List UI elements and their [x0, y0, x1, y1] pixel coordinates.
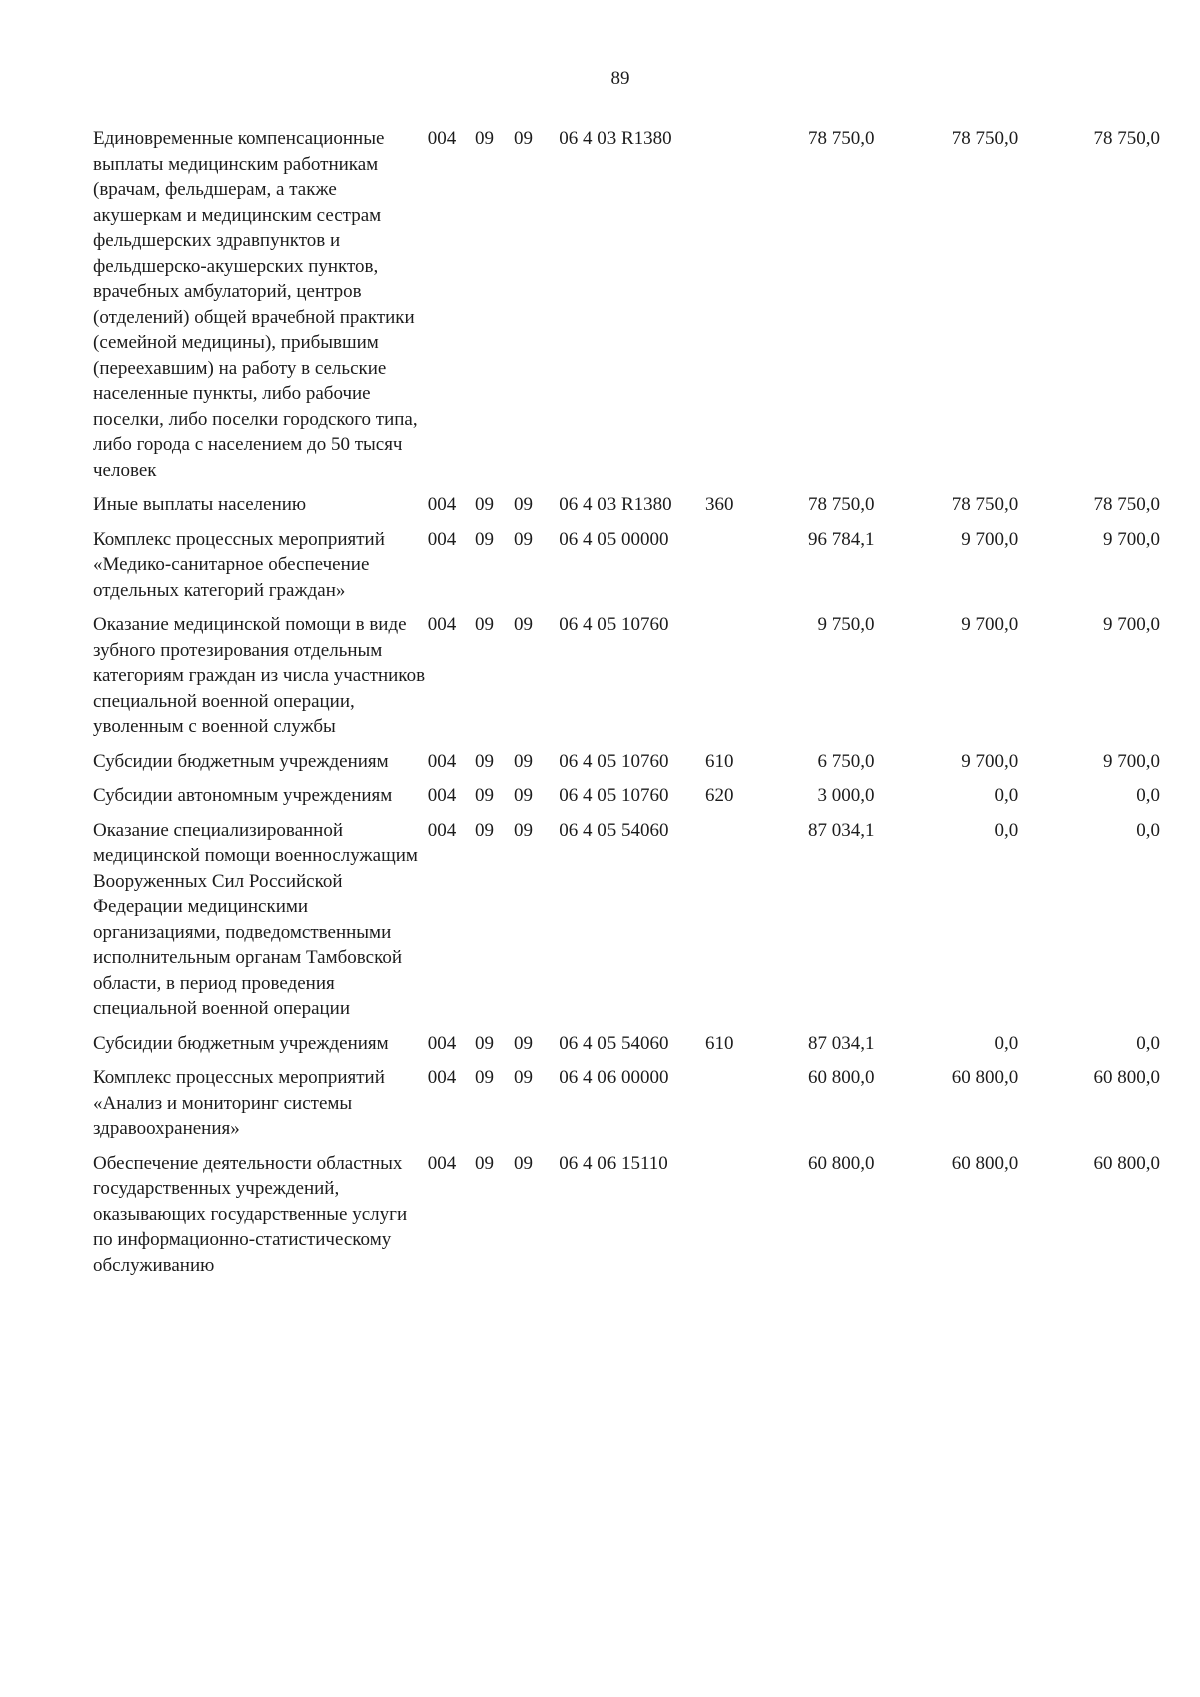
row-target-article-code: 06 4 05 10760 — [559, 750, 669, 772]
row-section-code: 09 — [475, 494, 495, 515]
row-name: Оказание специализированной медицинской помощи военнослужащим Вооруженных Сил Российской Федерации медицинскими организациями, подведомственными исполнительным органам Тамбовской области, в период проведения специальной военной операции — [93, 819, 418, 1019]
row-subsection-code: 09 — [514, 528, 534, 550]
row-name: Единовременные компенсационные выплаты медицинским работникам (врачам, фельдшерам, а также акушеркам и медицинским сестрам фельдшерских здравпунктов и фельдшерско-акушерских пунктов, врачебных амбулаторий, центров (отделений) общей врачебной практики (семейной медицины), прибывшим (переехавшим) на работу в сельские населенные пункты, либо рабочие поселки, либо поселки городского типа, либо города с населением до 50 тысяч человек — [93, 128, 418, 481]
row-target-article-code: 06 4 03 R1380 — [559, 128, 672, 149]
table-row — [93, 527, 1160, 613]
row-name: Субсидии автономным учреждениям — [93, 785, 393, 806]
row-amount-year-1: 78 750,0 — [807, 494, 875, 515]
row-amount-year-1: 3 000,0 — [817, 785, 875, 806]
row-target-article-code: 06 4 06 15110 — [559, 1152, 668, 1174]
row-name: Комплекс процессных мероприятий «Анализ и мониторинг системы здравоохранения» — [93, 1067, 385, 1139]
row-grbs-code: 004 — [427, 494, 457, 515]
row-amount-year-3: 0,0 — [1136, 1032, 1160, 1054]
table-row — [93, 1031, 1160, 1066]
table-row — [93, 1065, 1160, 1151]
row-amount-year-3: 9 700,0 — [1103, 614, 1160, 635]
row-amount-year-2: 9 700,0 — [961, 750, 1019, 772]
row-name: Иные выплаты населению — [93, 494, 307, 515]
row-grbs-code: 004 — [427, 614, 457, 635]
row-section-code: 09 — [475, 1067, 495, 1088]
row-expense-type-code — [705, 527, 761, 613]
row-section-code: 09 — [475, 1032, 495, 1054]
row-expense-type-code — [705, 818, 761, 1031]
table-row — [93, 126, 1160, 492]
row-section-code: 09 — [475, 785, 495, 806]
row-target-article-code: 06 4 05 54060 — [559, 1032, 669, 1054]
row-amount-year-3: 9 700,0 — [1103, 528, 1160, 550]
table-body — [93, 126, 1160, 1287]
table-row — [93, 783, 1160, 818]
row-expense-type-code — [705, 126, 761, 492]
row-section-code: 09 — [475, 1152, 495, 1174]
row-grbs-code: 004 — [427, 1152, 457, 1174]
row-subsection-code: 09 — [514, 785, 534, 806]
row-target-article-code: 06 4 05 00000 — [559, 528, 669, 550]
row-amount-year-3: 0,0 — [1136, 819, 1160, 841]
row-section-code: 09 — [475, 819, 495, 841]
row-expense-type-code: 620 — [705, 785, 734, 806]
row-amount-year-2: 0,0 — [994, 819, 1019, 841]
row-subsection-code: 09 — [514, 1152, 534, 1174]
row-amount-year-2: 9 700,0 — [961, 614, 1019, 635]
row-amount-year-3: 78 750,0 — [1093, 128, 1160, 149]
row-subsection-code: 09 — [514, 1067, 534, 1088]
row-grbs-code: 004 — [427, 819, 457, 841]
row-section-code: 09 — [475, 528, 495, 550]
row-amount-year-1: 9 750,0 — [817, 614, 875, 635]
row-grbs-code: 004 — [427, 528, 457, 550]
row-amount-year-1: 78 750,0 — [807, 128, 875, 149]
row-name: Субсидии бюджетным учреждениям — [93, 1032, 389, 1054]
row-subsection-code: 09 — [514, 128, 534, 149]
row-subsection-code: 09 — [514, 494, 534, 515]
row-expense-type-code: 610 — [705, 750, 734, 772]
row-section-code: 09 — [475, 614, 495, 635]
page-number: 89 — [610, 68, 630, 89]
row-amount-year-2: 0,0 — [994, 785, 1019, 806]
table-row — [93, 749, 1160, 784]
row-amount-year-3: 78 750,0 — [1093, 494, 1160, 515]
row-expense-type-code — [705, 1151, 761, 1288]
row-amount-year-2: 78 750,0 — [951, 494, 1019, 515]
row-target-article-code: 06 4 06 00000 — [559, 1067, 669, 1088]
row-target-article-code: 06 4 05 10760 — [559, 785, 669, 806]
row-amount-year-2: 9 700,0 — [961, 528, 1019, 550]
row-target-article-code: 06 4 05 10760 — [559, 614, 669, 635]
row-name: Комплекс процессных мероприятий «Медико-санитарное обеспечение отдельных категорий граждан» — [93, 528, 385, 601]
row-amount-year-3: 60 800,0 — [1093, 1067, 1160, 1088]
table-row — [93, 492, 1160, 527]
row-section-code: 09 — [475, 128, 495, 149]
row-target-article-code: 06 4 03 R1380 — [559, 494, 672, 515]
table-row — [93, 818, 1160, 1031]
row-name: Субсидии бюджетным учреждениям — [93, 750, 389, 772]
table-row — [93, 612, 1160, 749]
row-amount-year-3: 0,0 — [1136, 785, 1160, 806]
row-amount-year-2: 60 800,0 — [951, 1152, 1019, 1174]
row-expense-type-code: 360 — [705, 494, 734, 515]
row-name: Оказание медицинской помощи в виде зубного протезирования отдельным категориям граждан из числа участников специальной военной операции, уволенным с военной службы — [93, 614, 426, 737]
row-amount-year-2: 78 750,0 — [951, 128, 1019, 149]
row-expense-type-code: 610 — [705, 1032, 734, 1054]
budget-table — [93, 126, 1160, 1287]
row-grbs-code: 004 — [427, 750, 457, 772]
row-subsection-code: 09 — [514, 819, 534, 841]
row-grbs-code: 004 — [427, 1067, 457, 1088]
row-section-code: 09 — [475, 750, 495, 772]
row-amount-year-1: 6 750,0 — [817, 750, 875, 772]
row-amount-year-1: 60 800,0 — [807, 1152, 875, 1174]
row-amount-year-1: 60 800,0 — [807, 1067, 875, 1088]
row-amount-year-1: 87 034,1 — [807, 1032, 875, 1054]
row-subsection-code: 09 — [514, 1032, 534, 1054]
row-target-article-code: 06 4 05 54060 — [559, 819, 669, 841]
row-amount-year-2: 60 800,0 — [951, 1067, 1019, 1088]
row-expense-type-code — [705, 612, 761, 749]
row-amount-year-2: 0,0 — [994, 1032, 1019, 1054]
row-subsection-code: 09 — [514, 614, 534, 635]
row-grbs-code: 004 — [427, 785, 457, 806]
row-expense-type-code — [705, 1065, 761, 1151]
row-name: Обеспечение деятельности областных государственных учреждений, оказывающих государственные услуги по информационно-статистическому обслуживанию — [93, 1152, 408, 1276]
row-subsection-code: 09 — [514, 750, 534, 772]
table-row — [93, 1151, 1160, 1288]
row-amount-year-1: 87 034,1 — [807, 819, 875, 841]
row-grbs-code: 004 — [427, 128, 457, 149]
row-amount-year-1: 96 784,1 — [807, 528, 875, 550]
row-grbs-code: 004 — [427, 1032, 457, 1054]
row-amount-year-3: 9 700,0 — [1103, 750, 1160, 772]
row-amount-year-3: 60 800,0 — [1093, 1152, 1160, 1174]
